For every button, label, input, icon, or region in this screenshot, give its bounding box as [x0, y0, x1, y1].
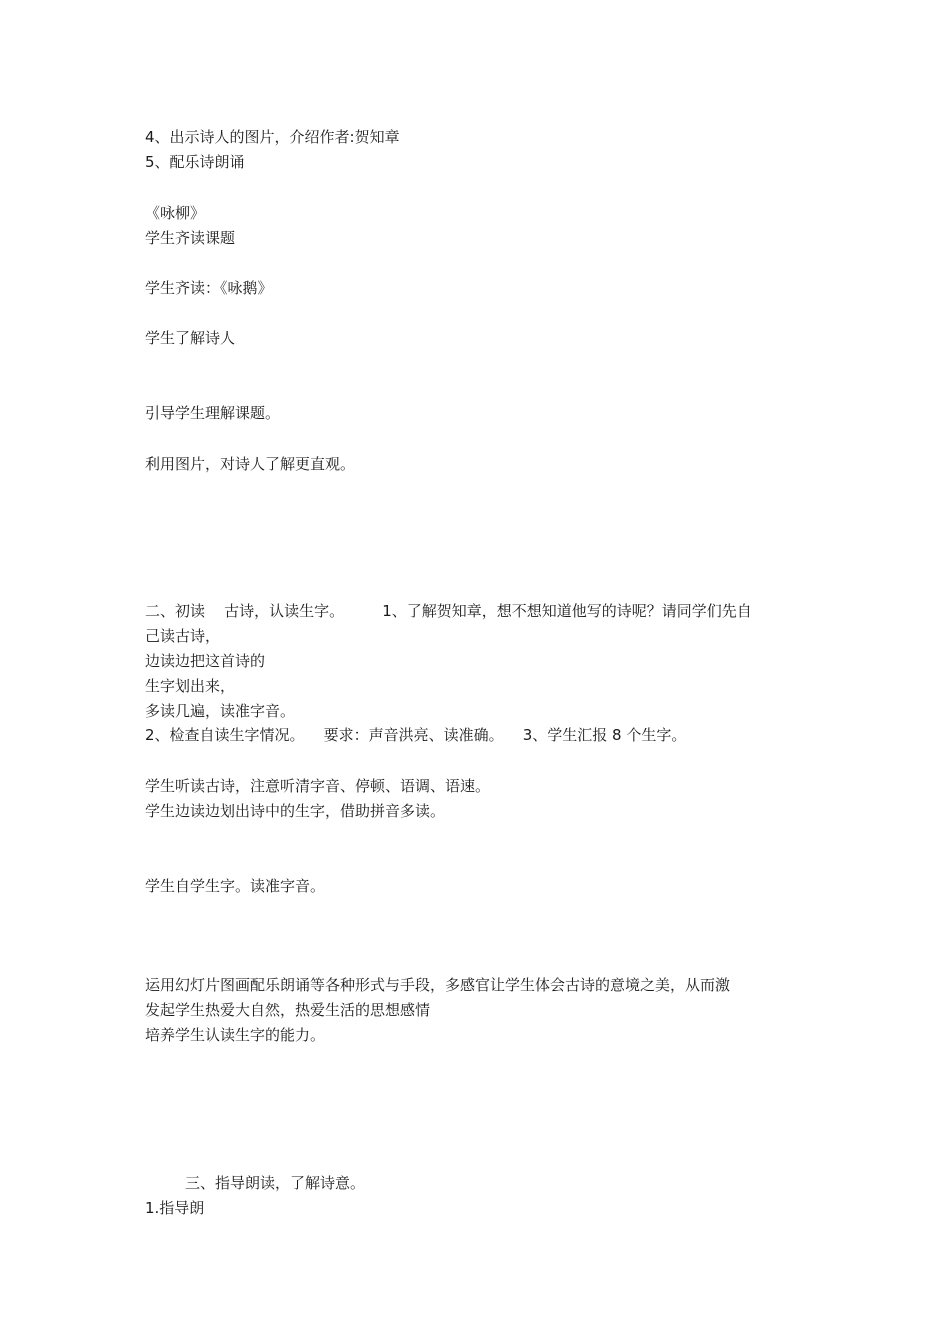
text-line-use-slides: 运用幻灯片图画配乐朗诵等各种形式与手段，多感官让学生体会古诗的意境之美，从而激	[145, 976, 731, 994]
text-line-guide-title: 引导学生理解课题。	[145, 404, 281, 422]
text-line-listen-poem: 学生听读古诗，注意听清字音、停顿、语调、语速。	[145, 777, 491, 795]
text-line-music-recital: 5、配乐诗朗诵	[145, 153, 245, 171]
section-heading-guided-reading: 三、指导朗读，了解诗意。	[185, 1174, 366, 1192]
poem-title-line: 《咏柳》	[145, 204, 206, 222]
text-line-read-poem: 己读古诗，	[145, 627, 221, 645]
text-line-intro-author: 4、出示诗人的图片，介绍作者:贺知章	[145, 128, 400, 146]
text-line-know-poet: 学生了解诗人	[145, 329, 236, 347]
text-line-mark-words: 生字划出来，	[145, 677, 236, 695]
text-line-inspire: 发起学生热爱大自然，热爱生活的思想感情	[145, 1001, 431, 1019]
text-line-guide-reading-item: 1.指导朗	[145, 1199, 205, 1217]
text-line-self-study: 学生自学生字。读准字音。	[145, 877, 326, 895]
text-line-read-while: 边读边把这首诗的	[145, 652, 266, 670]
text-line-read-more: 多读几遍，读准字音。	[145, 702, 296, 720]
text-line-read-yong-e: 学生齐读：《咏鹅》	[145, 279, 273, 297]
text-line-cultivate: 培养学生认读生字的能力。	[145, 1026, 326, 1044]
text-line-use-pictures: 利用图片，对诗人了解更直观。	[145, 455, 356, 473]
text-line-mark-in-poem: 学生边读边划出诗中的生字，借助拼音多读。	[145, 802, 446, 820]
section-heading-first-reading: 二、初读 古诗，认读生字。 1、了解贺知章，想不想知道他写的诗呢？请同学们先自	[145, 602, 752, 620]
text-line-check-reading: 2、检查自读生字情况。 要求：声音洪亮、读准确。 3、学生汇报 8 个生字。	[145, 726, 687, 744]
text-line-read-title: 学生齐读课题	[145, 229, 236, 247]
